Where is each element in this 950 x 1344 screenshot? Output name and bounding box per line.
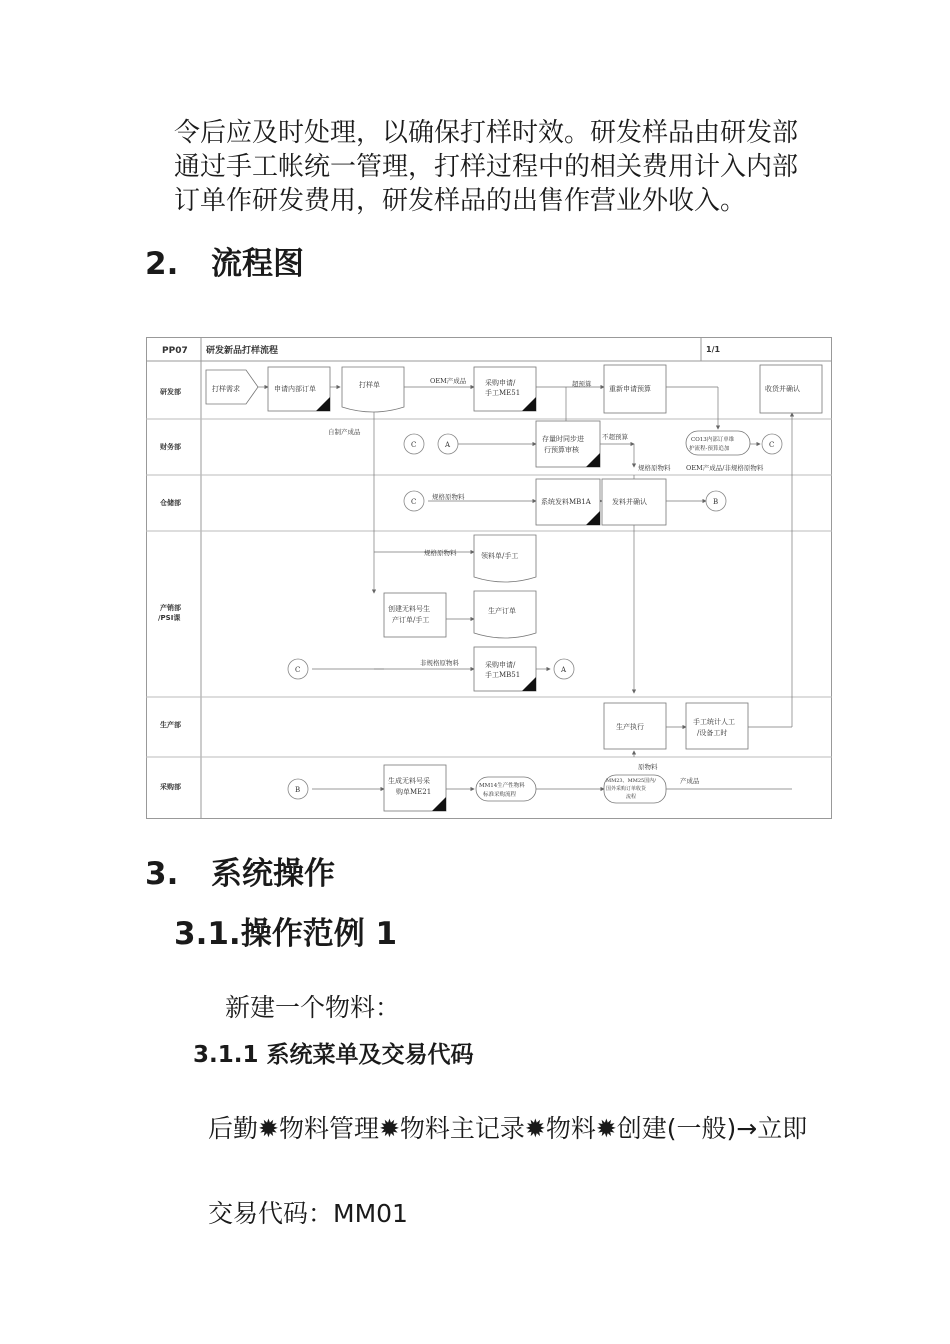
- section-3-1-1-heading: 3.1.1 系统菜单及交易代码: [193, 1042, 474, 1068]
- label-std-material: 规格原物料: [638, 464, 671, 472]
- section-3-number: 3.: [145, 856, 179, 892]
- flowchart-code: PP07: [162, 346, 188, 356]
- text-issue-confirm: 发料并确认: [612, 498, 647, 506]
- intro-paragraph-line-2: 通过手工帐统一管理，打样过程中的相关费用计入内部: [174, 152, 799, 182]
- connector-b-2-label: B: [295, 786, 301, 794]
- section-2-heading: [145, 238, 304, 283]
- section-3-title: 系统操作: [211, 856, 335, 892]
- text-sample-request: 打样需求: [212, 385, 240, 393]
- connector-c-3-label: C: [411, 498, 417, 506]
- text-manual-statistics: 手工统计人工/设备工时: [693, 718, 735, 737]
- connector-a-2-label: A: [561, 666, 567, 674]
- menu-path: 后勤✹物料管理✹物料主记录✹物料✹创建(一般)→立即: [208, 1114, 808, 1143]
- label-not-over-budget: 不超预算: [602, 433, 628, 441]
- connector-c-2-label: C: [769, 441, 775, 449]
- text-production-execution: 生产执行: [616, 723, 644, 731]
- section-3-1-heading: 3.1.操作范例 1: [174, 916, 398, 952]
- box-manual-statistics: [686, 703, 748, 749]
- text-mm14: MM14生产性物料标准采购流程: [479, 783, 525, 798]
- box-sync-budget: [536, 421, 600, 467]
- text-mm23: MM23、MM25国内/国外采购订单收货流程: [606, 778, 656, 800]
- label-finished: 产成品: [680, 777, 700, 785]
- label-raw-material: 原物料: [638, 763, 658, 771]
- box-sample-sheet: [342, 367, 404, 412]
- label-std-material-2: 规格原物料: [432, 493, 465, 501]
- flowchart-page: 1/1: [706, 345, 721, 354]
- label-self-made: 自制产成品: [328, 428, 361, 436]
- intro-paragraph-line-3: 订单作研发费用，研发样品的出售作营业外收入。: [174, 186, 747, 216]
- text-purchase-request: 采购申请/手工ME51: [485, 379, 521, 397]
- connector-c-1-label: C: [411, 441, 417, 449]
- intro-paragraph-line-1: 令后应及时处理，以确保打样时效。研发样品由研发部: [174, 118, 799, 148]
- text-sample-sheet: 打样单: [359, 381, 380, 389]
- label-oem-nonstd: OEM产成品/非规格原物料: [686, 464, 764, 472]
- lane-sales-psi: 产销部/PSI课: [158, 604, 181, 622]
- flowchart-title: 研发新品打样流程: [206, 346, 279, 356]
- new-material-intro: 新建一个物料：: [225, 993, 401, 1022]
- text-create-production-order: 创建无料号生产订单/手工: [388, 605, 430, 624]
- text-mb1a: 系统发料MB1A: [541, 498, 591, 506]
- connector-c-4-label: C: [295, 666, 301, 674]
- lane-finance: 财务部: [160, 443, 181, 451]
- section-2-number: 2.: [145, 246, 179, 282]
- label-oem: OEM产成品: [430, 377, 467, 385]
- text-create-purchase-order: 生成无料号采购单ME21: [388, 777, 432, 796]
- text-material-requisition: 领料单/手工: [481, 552, 519, 560]
- lane-production: 生产部: [160, 721, 181, 729]
- box-create-production-order: [384, 593, 446, 637]
- text-re-budget: 重新申请预算: [609, 385, 651, 393]
- text-production-order: 生产订单: [488, 607, 516, 615]
- label-std-material-3: 规格原物料: [424, 549, 457, 557]
- connector-b-1-label: B: [713, 498, 719, 506]
- label-nonstd-material: 非规格原物料: [420, 659, 459, 667]
- label-over-budget: 超预算: [572, 380, 592, 388]
- text-receive-confirm: 收货并确认: [765, 385, 800, 393]
- connector-a-1-label: A: [445, 441, 451, 449]
- section-3-heading: [145, 848, 335, 893]
- process-flowchart: [146, 337, 832, 819]
- text-sync-budget: 存量时同步进行预算审核: [542, 435, 584, 454]
- lane-rd: 研发部: [160, 388, 181, 396]
- transaction-code: 交易代码：MM01: [208, 1199, 408, 1228]
- text-purchase-request-2: 采购申请/手工MB51: [485, 661, 521, 679]
- text-internal-order: 申请内部订单: [274, 385, 316, 393]
- lane-purchasing: 采购部: [160, 783, 181, 791]
- text-co13: CO13内部订单维护流程-预算追加: [689, 437, 735, 452]
- box-purchase-request-2: [474, 647, 536, 691]
- section-2-title: 流程图: [211, 246, 304, 282]
- lane-warehouse: 仓储部: [160, 499, 181, 507]
